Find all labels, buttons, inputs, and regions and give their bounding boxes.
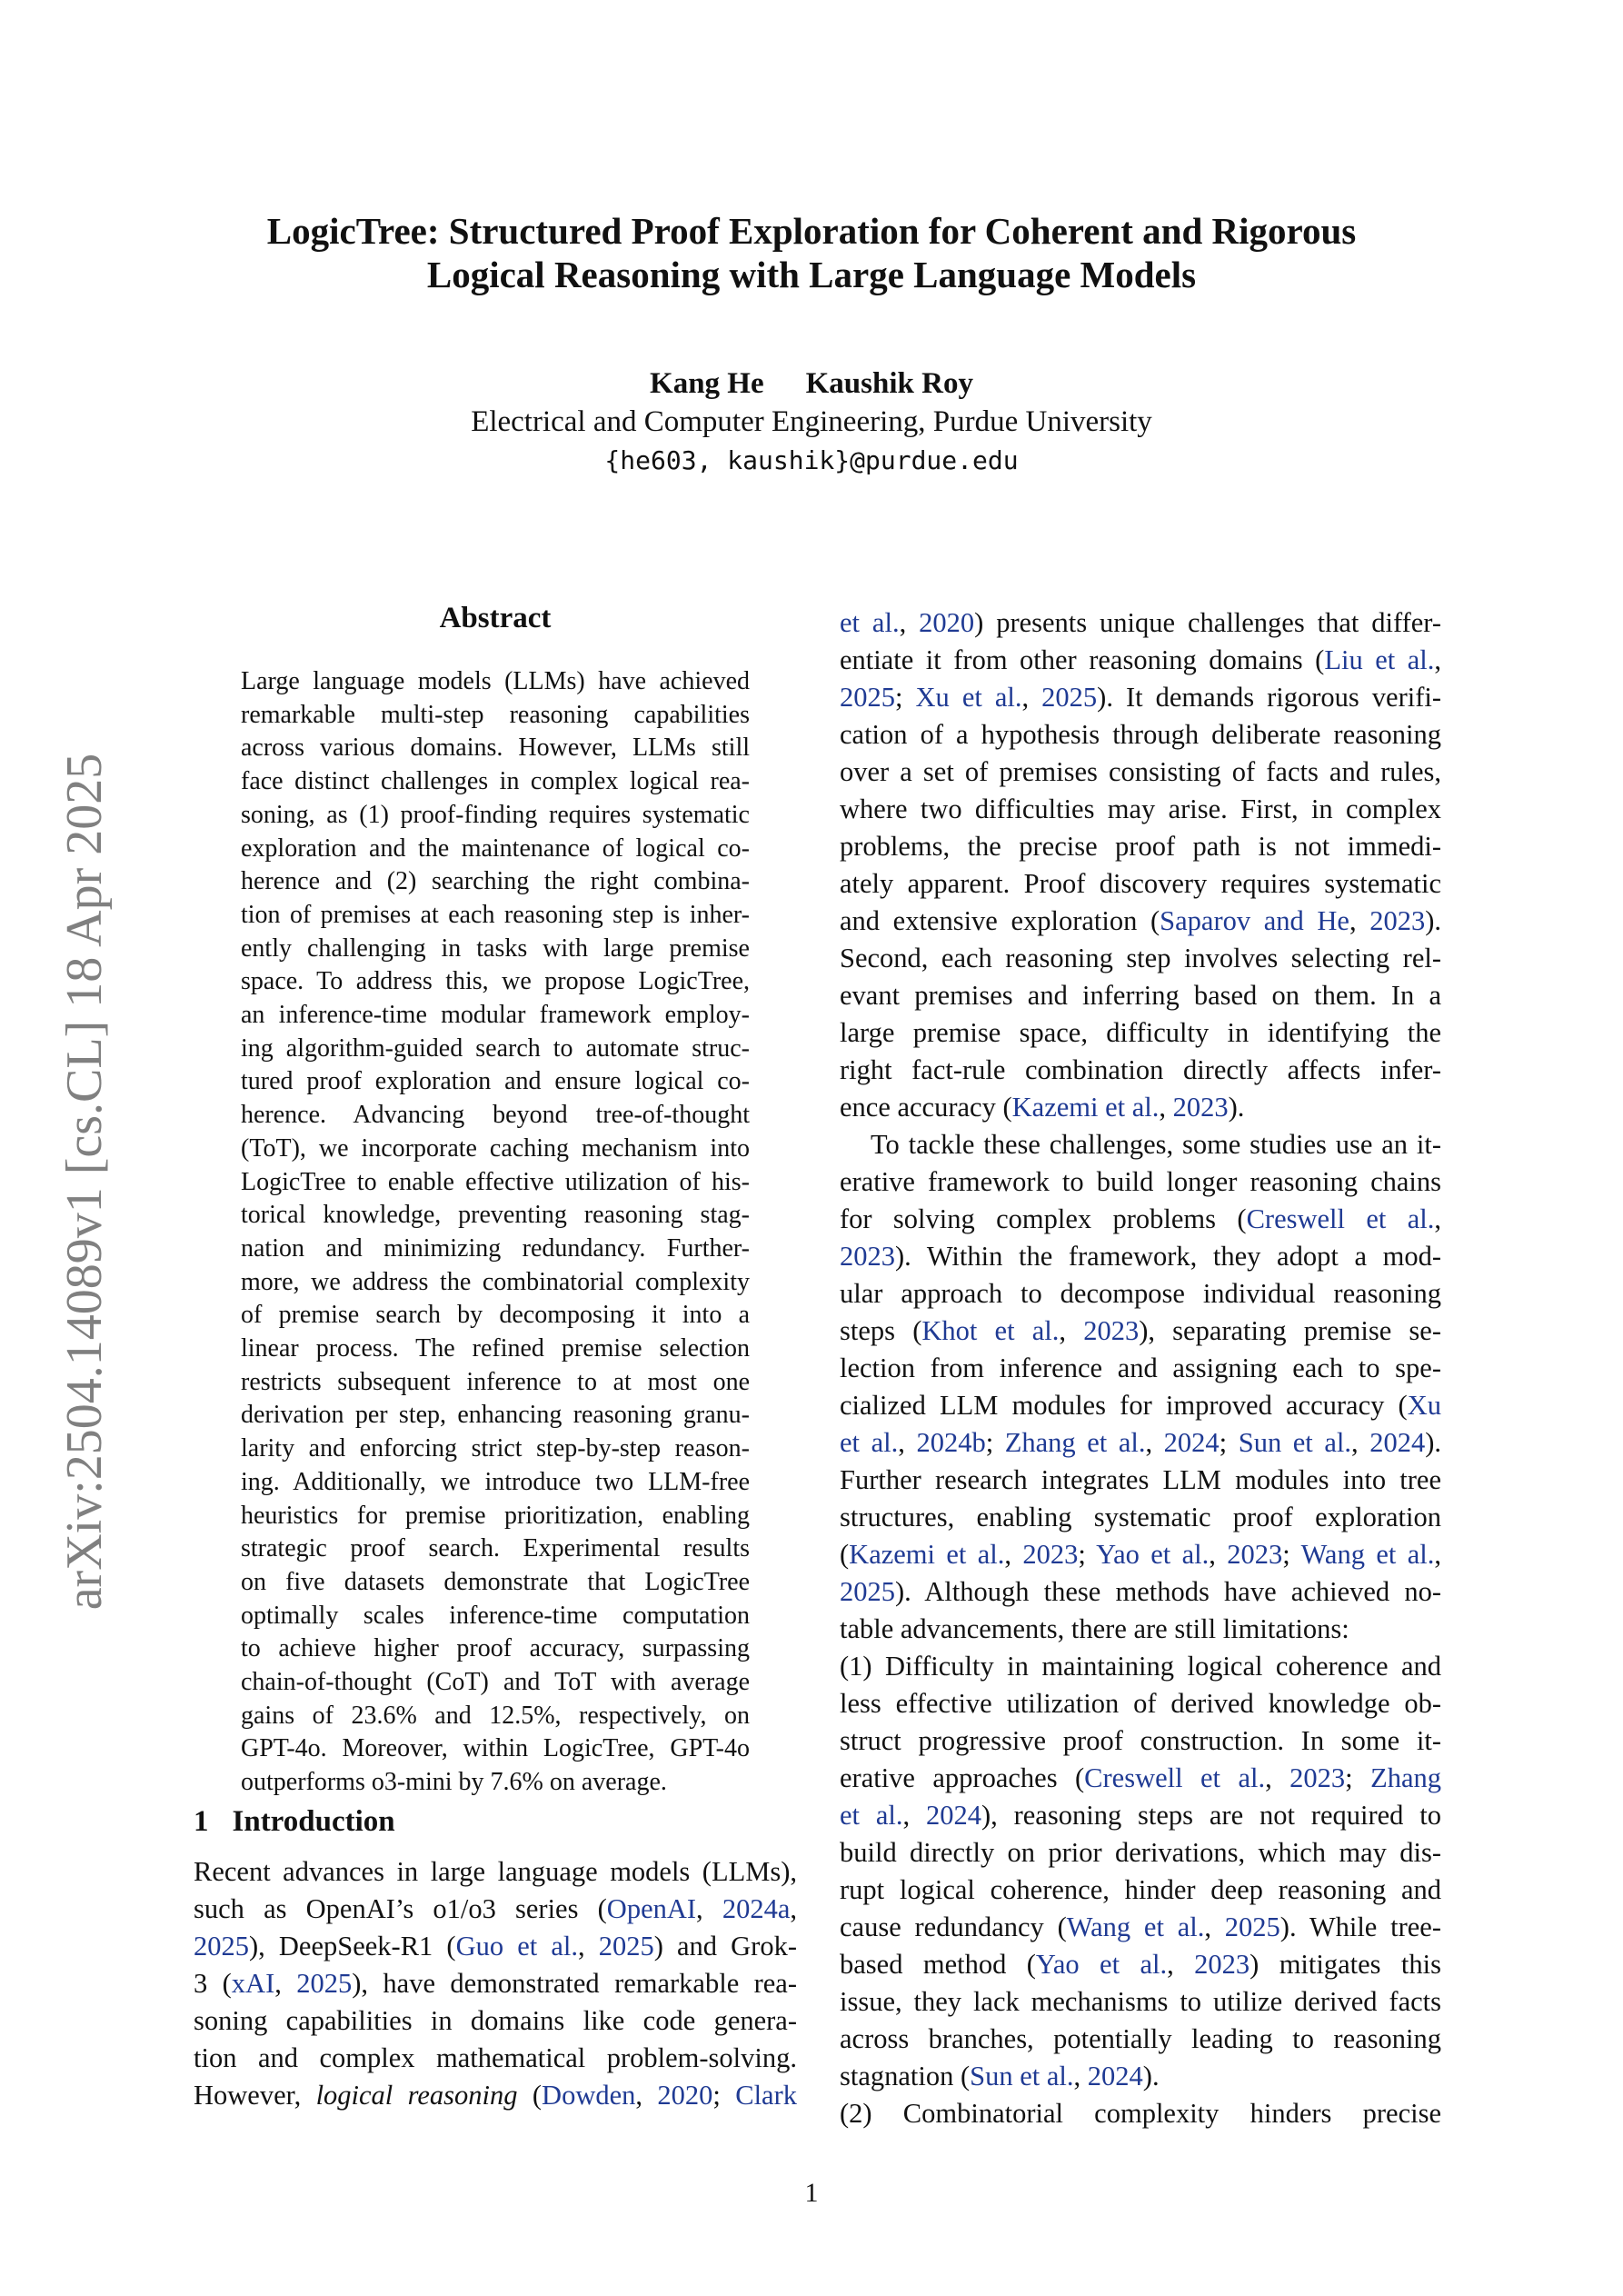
text-line: ately apparent. Proof discovery requires systematic (840, 868, 1441, 899)
section-number: 1 (194, 1805, 209, 1838)
citation-link[interactable]: 2023 (1022, 1539, 1079, 1570)
citation-link[interactable]: xAI (231, 1968, 275, 1999)
text-line: over a set of premises consisting of facts and rules, (840, 756, 1441, 787)
text-line: However, logical reasoning (Dowden, 2020; Clark (194, 2080, 797, 2111)
citation-link[interactable]: et al. (840, 607, 900, 638)
text-line: (1) Difficulty in maintaining logical coherence and (840, 1651, 1441, 1682)
abstract-line: of premise search by decomposing it into a (241, 1301, 750, 1330)
text-line: entiate it from other reasoning domains (Liu et al., (840, 644, 1441, 675)
abstract-line: ing. Additionally, we introduce two LLM-free (241, 1467, 750, 1496)
abstract-line: remarkable multi-step reasoning capabilities (241, 700, 750, 729)
abstract-line: torical knowledge, preventing reasoning stag- (241, 1201, 750, 1230)
citation-link[interactable]: Kazemi et al. (849, 1539, 1005, 1570)
text-line: 2023). Within the framework, they adopt a mod- (840, 1241, 1441, 1272)
citation-link[interactable]: 2024 (1163, 1427, 1220, 1458)
citation-link[interactable]: 2020 (919, 607, 975, 638)
abstract-line: soning, as (1) proof-finding requires systematic (241, 800, 750, 829)
abstract-line: herence and (2) searching the right combina- (241, 867, 750, 896)
citation-link[interactable]: Creswell et al. (1246, 1203, 1435, 1234)
abstract-line: larity and enforcing strict step-by-step reason- (241, 1434, 750, 1463)
text-line: (2) Combinatorial complexity hinders precise (840, 2098, 1441, 2129)
text-line: soning capabilities in domains like code genera- (194, 2005, 797, 2036)
citation-link[interactable]: OpenAI (606, 1893, 697, 1924)
abstract-line: tion of premises at each reasoning step is inher- (241, 900, 750, 929)
citation-link[interactable]: Sun et al. (1238, 1427, 1351, 1458)
citation-link[interactable]: Khot et al. (921, 1315, 1060, 1346)
citation-link[interactable]: Yao et al. (1096, 1539, 1210, 1570)
text-line: rupt logical coherence, hinder deep reasoning and (840, 1874, 1441, 1905)
abstract-line: nation and minimizing redundancy. Further- (241, 1233, 750, 1263)
text-line: right fact-rule combination directly affects infer- (840, 1054, 1441, 1085)
text-line: stagnation (Sun et al., 2024). (840, 2061, 1160, 2091)
citation-link[interactable]: Wang et al. (1066, 1912, 1205, 1942)
section-heading (194, 1805, 395, 1839)
citation-link[interactable]: 2025 (840, 1576, 895, 1607)
abstract-line: an inference-time modular framework employ- (241, 1001, 750, 1029)
citation-link[interactable]: Wang et al. (1300, 1539, 1435, 1570)
text-line: struct progressive proof construction. In some it- (840, 1725, 1441, 1756)
citation-link[interactable]: Zhang et al. (1004, 1427, 1146, 1458)
author-name: Kaushik Roy (805, 367, 973, 400)
text-line: erative approaches (Creswell et al., 2023; Zhang (840, 1762, 1441, 1793)
abstract-line: across various domains. However, LLMs still (241, 734, 750, 763)
abstract-line: ing algorithm-guided search to automate struc- (241, 1033, 750, 1063)
abstract-line: restricts subsequent inference to at most one (241, 1367, 750, 1396)
text-line: ular approach to decompose individual reasoning (840, 1278, 1441, 1309)
citation-link[interactable]: 2020 (657, 2080, 713, 2111)
section-title: Introduction (232, 1805, 395, 1838)
arxiv-identifier: arXiv:2504.14089v1 [cs.CL] 18 Apr 2025 (56, 753, 113, 1611)
text-line: issue, they lack mechanisms to utilize derived facts (840, 1986, 1441, 2017)
text-line: et al., 2020) presents unique challenges that differ- (840, 607, 1442, 638)
text-line: Second, each reasoning step involves selecting rel- (840, 943, 1441, 973)
text-line: cation of a hypothesis through deliberate reasoning (840, 719, 1441, 750)
text-line: (Kazemi et al., 2023; Yao et al., 2023; Wang et al., (840, 1539, 1441, 1570)
citation-link[interactable]: 2023 (1369, 905, 1426, 936)
citation-link[interactable]: Clark (735, 2080, 797, 2111)
text-line: such as OpenAI’s o1/o3 series (OpenAI, 2024a, (194, 1893, 798, 1924)
abstract-heading: Abstract (439, 602, 552, 634)
text-line: build directly on prior derivations, which may dis- (840, 1837, 1441, 1868)
abstract-line: GPT-4o. Moreover, within LogicTree, GPT-4o (241, 1734, 750, 1763)
citation-link[interactable]: Liu et al. (1324, 644, 1435, 675)
abstract-line: face distinct challenges in complex logical rea- (241, 767, 750, 796)
abstract-line: space. To address this, we propose LogicTree, (241, 967, 750, 996)
abstract-line: to achieve higher proof accuracy, surpassing (241, 1634, 750, 1663)
text-line: ence accuracy (Kazemi et al., 2023). (840, 1092, 1245, 1123)
text-line: lection from inference and assigning each to spe- (840, 1353, 1441, 1383)
citation-link[interactable]: Yao et al. (1035, 1949, 1168, 1980)
citation-link[interactable]: 2023 (840, 1241, 895, 1272)
citation-link[interactable]: et al. (840, 1800, 903, 1831)
text-line: across branches, potentially leading to reasoning (840, 2023, 1441, 2054)
text-line: To tackle these challenges, some studies use an it- (871, 1129, 1441, 1160)
text-line: Further research integrates LLM modules into tree (840, 1464, 1441, 1495)
citation-link[interactable]: 2023 (1194, 1949, 1250, 1980)
title-line-1: LogicTree: Structured Proof Exploration for Coherent and Rigorous (266, 210, 1357, 252)
abstract-line: more, we address the combinatorial complexity (241, 1267, 750, 1296)
text-line: structures, enabling systematic proof exploration (840, 1502, 1441, 1532)
citation-link[interactable]: Xu et al. (915, 682, 1022, 713)
citation-link[interactable]: 2024a (722, 1893, 791, 1924)
citation-link[interactable]: 2023 (1083, 1315, 1140, 1346)
text-line: erative framework to build longer reasoning chains (840, 1166, 1441, 1197)
abstract-line: strategic proof search. Experimental results (241, 1534, 750, 1563)
citation-link[interactable]: Dowden (542, 2080, 636, 2111)
citation-link[interactable]: 2024 (925, 1800, 981, 1831)
citation-link[interactable]: Zhang (1370, 1762, 1441, 1793)
text-line: and extensive exploration (Saparov and He, 2023). (840, 905, 1441, 936)
abstract-line: on five datasets demonstrate that LogicTree (241, 1567, 750, 1596)
citation-link[interactable]: Xu (1407, 1390, 1441, 1421)
text-line: table advancements, there are still limitations: (840, 1613, 1349, 1644)
abstract-line: (ToT), we incorporate caching mechanism into (241, 1133, 750, 1163)
author-list (0, 367, 1623, 401)
text-line: large premise space, difficulty in identifying the (840, 1017, 1441, 1048)
citation-link[interactable]: Creswell et al. (1084, 1762, 1266, 1793)
citation-link[interactable]: 2025 (296, 1968, 353, 1999)
text-line: problems, the precise proof path is not immedi- (840, 831, 1441, 862)
text-line: 3 (xAI, 2025), have demonstrated remarkable rea- (194, 1968, 797, 1999)
text-line: 2025). Although these methods have achieved no- (840, 1576, 1441, 1607)
text-line: steps (Khot et al., 2023), separating premise se- (840, 1315, 1441, 1346)
text-line: et al., 2024b; Zhang et al., 2024; Sun et al., 2024). (840, 1427, 1441, 1458)
citation-link[interactable]: Kazemi et al. (1011, 1092, 1160, 1123)
abstract-line: linear process. The refined premise selection (241, 1334, 750, 1363)
text-line: less effective utilization of derived knowledge ob- (840, 1688, 1441, 1719)
abstract-line: LogicTree to enable effective utilization of his- (241, 1167, 750, 1196)
text-line: evant premises and inferring based on them. In a (840, 980, 1441, 1011)
title-line-2: Logical Reasoning with Large Language Models (426, 254, 1197, 295)
text-line: tion and complex mathematical problem-solving. (194, 2042, 797, 2073)
text-line: cialized LLM modules for improved accuracy (Xu (840, 1390, 1441, 1421)
text-line: Recent advances in large language models (LLMs), (194, 1856, 797, 1887)
abstract-line: ently challenging in tasks with large premise (241, 933, 750, 963)
citation-link[interactable]: 2025 (1041, 682, 1098, 713)
affiliation: Electrical and Computer Engineering, Purdue University (471, 405, 1152, 438)
citation-link[interactable]: 2023 (1172, 1092, 1229, 1123)
citation-link[interactable]: 2025 (1224, 1912, 1280, 1942)
abstract-line: optimally scales inference-time computation (241, 1601, 750, 1630)
citation-link[interactable]: 2024b (916, 1427, 986, 1458)
abstract-line: Large language models (LLMs) have achieved (241, 667, 750, 695)
citation-link[interactable]: 2025 (194, 1931, 249, 1962)
abstract-line: tured proof exploration and ensure logical co- (241, 1067, 750, 1096)
citation-link[interactable]: et al. (840, 1427, 899, 1458)
author-name: Kang He (650, 367, 764, 400)
citation-link[interactable]: 2025 (598, 1931, 654, 1962)
citation-link[interactable]: 2023 (1227, 1539, 1283, 1570)
abstract-line: exploration and the maintenance of logical co- (241, 834, 750, 863)
text-line: where two difficulties may arise. First, in complex (840, 794, 1441, 824)
citation-link[interactable]: 2024 (1369, 1427, 1426, 1458)
citation-link[interactable]: Sun et al. (970, 2061, 1074, 2091)
text-line: 2025; Xu et al., 2025). It demands rigorous verifi- (840, 682, 1441, 713)
text-line: cause redundancy (Wang et al., 2025). While tree- (840, 1912, 1441, 1942)
text-line: based method (Yao et al., 2023) mitigates this (840, 1949, 1441, 1980)
citation-link[interactable]: 2025 (840, 682, 895, 713)
abstract-line: chain-of-thought (CoT) and ToT with average (241, 1668, 750, 1696)
abstract-line: derivation per step, enhancing reasoning granu- (241, 1401, 750, 1430)
abstract-line: heuristics for premise prioritization, enabling (241, 1501, 750, 1530)
abstract-line: herence. Advancing beyond tree-of-thought (241, 1101, 750, 1130)
citation-link[interactable]: Guo et al. (455, 1931, 578, 1962)
text-line: for solving complex problems (Creswell et al., (840, 1203, 1441, 1234)
citation-link[interactable]: 2024 (1087, 2061, 1143, 2091)
author-email: {he603, kaushik}@purdue.edu (604, 445, 1019, 475)
text-line: et al., 2024), reasoning steps are not required to (840, 1800, 1441, 1831)
paper-title (0, 209, 1623, 296)
text-line: 2025), DeepSeek-R1 (Guo et al., 2025) and Grok- (194, 1931, 797, 1962)
citation-link[interactable]: Saparov and He (1160, 905, 1349, 936)
abstract-line: gains of 23.6% and 12.5%, respectively, on (241, 1701, 750, 1730)
citation-link[interactable]: 2023 (1289, 1762, 1346, 1793)
page-number: 1 (804, 2178, 819, 2208)
abstract-line: outperforms o3-mini by 7.6% on average. (241, 1768, 667, 1797)
